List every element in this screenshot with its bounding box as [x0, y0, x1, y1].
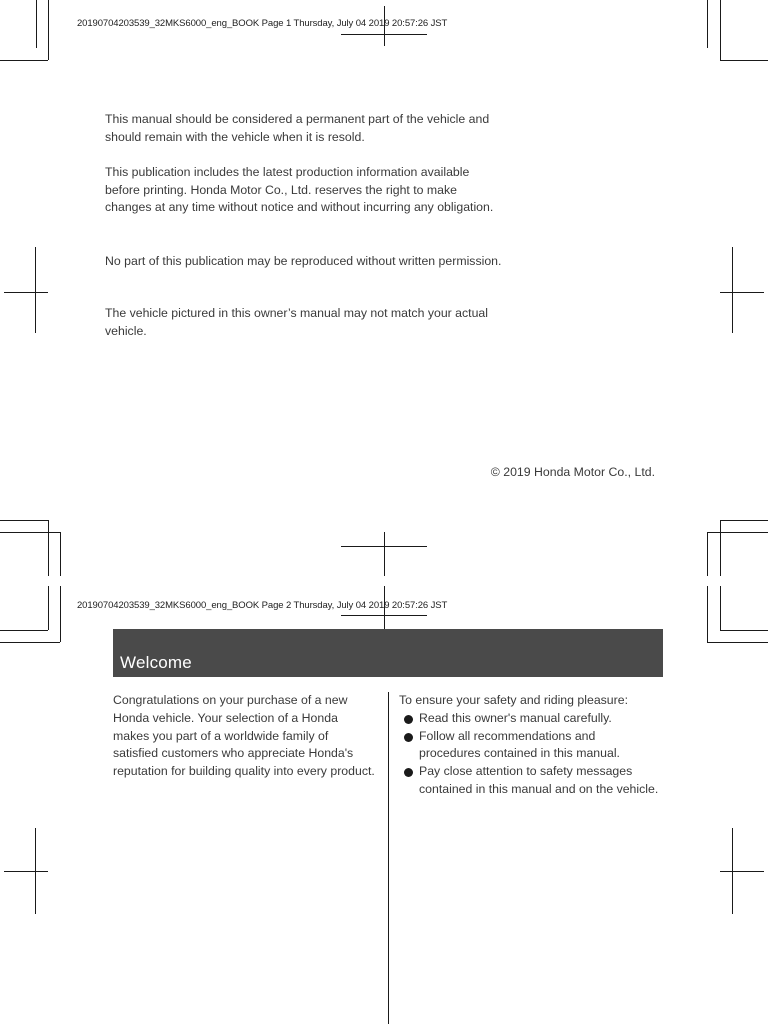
crop-mark [707, 532, 708, 576]
crop-mark [720, 60, 768, 61]
crop-mark [707, 532, 768, 533]
registration-mark [35, 828, 36, 914]
crop-mark [60, 586, 61, 642]
crop-mark [60, 532, 61, 576]
crop-mark [48, 0, 49, 60]
registration-mark [732, 247, 733, 333]
registration-mark [4, 292, 48, 293]
list-item-text: Pay close attention to safety messages contained in this manual and on the vehicle. [419, 764, 659, 796]
welcome-paragraph: Congratulations on your purchase of a new Honda vehicle. Your selection of a Honda makes you part of a worldwide family of satisfied customers who appreciate Honda's reputation for building quality into every product. [113, 693, 375, 779]
list-item [399, 728, 659, 764]
crop-mark [48, 586, 49, 630]
section-header-bar [113, 629, 663, 677]
bullet-icon [404, 768, 413, 777]
notice-paragraph: The vehicle pictured in this owner’s manual may not match your actual vehicle. [105, 306, 488, 338]
crop-mark [707, 0, 708, 48]
crop-mark [720, 586, 721, 630]
registration-mark [720, 871, 764, 872]
list-item [399, 763, 659, 799]
print-slug-page-1: 20190704203539_32MKS6000_eng_BOOK Page 1 Thursday, July 04 2019 20:57:26 JST [77, 18, 448, 29]
print-slug-page-2: 20190704203539_32MKS6000_eng_BOOK Page 2 Thursday, July 04 2019 20:57:26 JST [77, 600, 448, 611]
registration-mark [4, 871, 48, 872]
bullet-icon [404, 733, 413, 742]
crop-mark [720, 630, 768, 631]
crop-mark [36, 0, 37, 48]
crop-mark [720, 0, 721, 60]
column-divider [388, 692, 389, 1024]
safety-list-column [399, 692, 659, 799]
registration-mark [35, 247, 36, 333]
crop-mark [0, 630, 48, 631]
notice-paragraph: No part of this publication may be reproduced without written permission. [105, 254, 502, 268]
notice-paragraph: This manual should be considered a permanent part of the vehicle and should remain with the vehicle when it is resold. [105, 112, 490, 144]
crop-mark [707, 642, 768, 643]
crop-mark [0, 532, 60, 533]
copyright-notice: © 2019 Honda Motor Co., Ltd. [490, 465, 655, 479]
registration-mark [732, 828, 733, 914]
registration-mark [384, 532, 385, 576]
crop-mark [720, 520, 721, 576]
crop-mark [48, 520, 49, 576]
slug-underline [341, 34, 427, 35]
list-item-text: Read this owner's manual carefully. [419, 710, 612, 725]
crop-mark [707, 586, 708, 642]
slug-underline [341, 615, 427, 616]
notice-paragraph: This publication includes the latest production information available before printing. Honda Motor Co., Ltd. reserves the right to make changes at any time without notice and without incurring any obligation. [105, 165, 494, 215]
list-item [399, 710, 659, 728]
crop-mark [0, 60, 48, 61]
list-item-text: Follow all recommendations and procedures contained in this manual. [419, 728, 620, 761]
safety-bullet-list [399, 710, 659, 799]
crop-mark [720, 520, 768, 521]
crop-mark [0, 520, 48, 521]
registration-mark [720, 292, 764, 293]
crop-mark [0, 642, 60, 643]
bullet-icon [404, 715, 413, 724]
safety-intro: To ensure your safety and riding pleasure: [399, 693, 628, 707]
section-title: Welcome [120, 653, 192, 672]
